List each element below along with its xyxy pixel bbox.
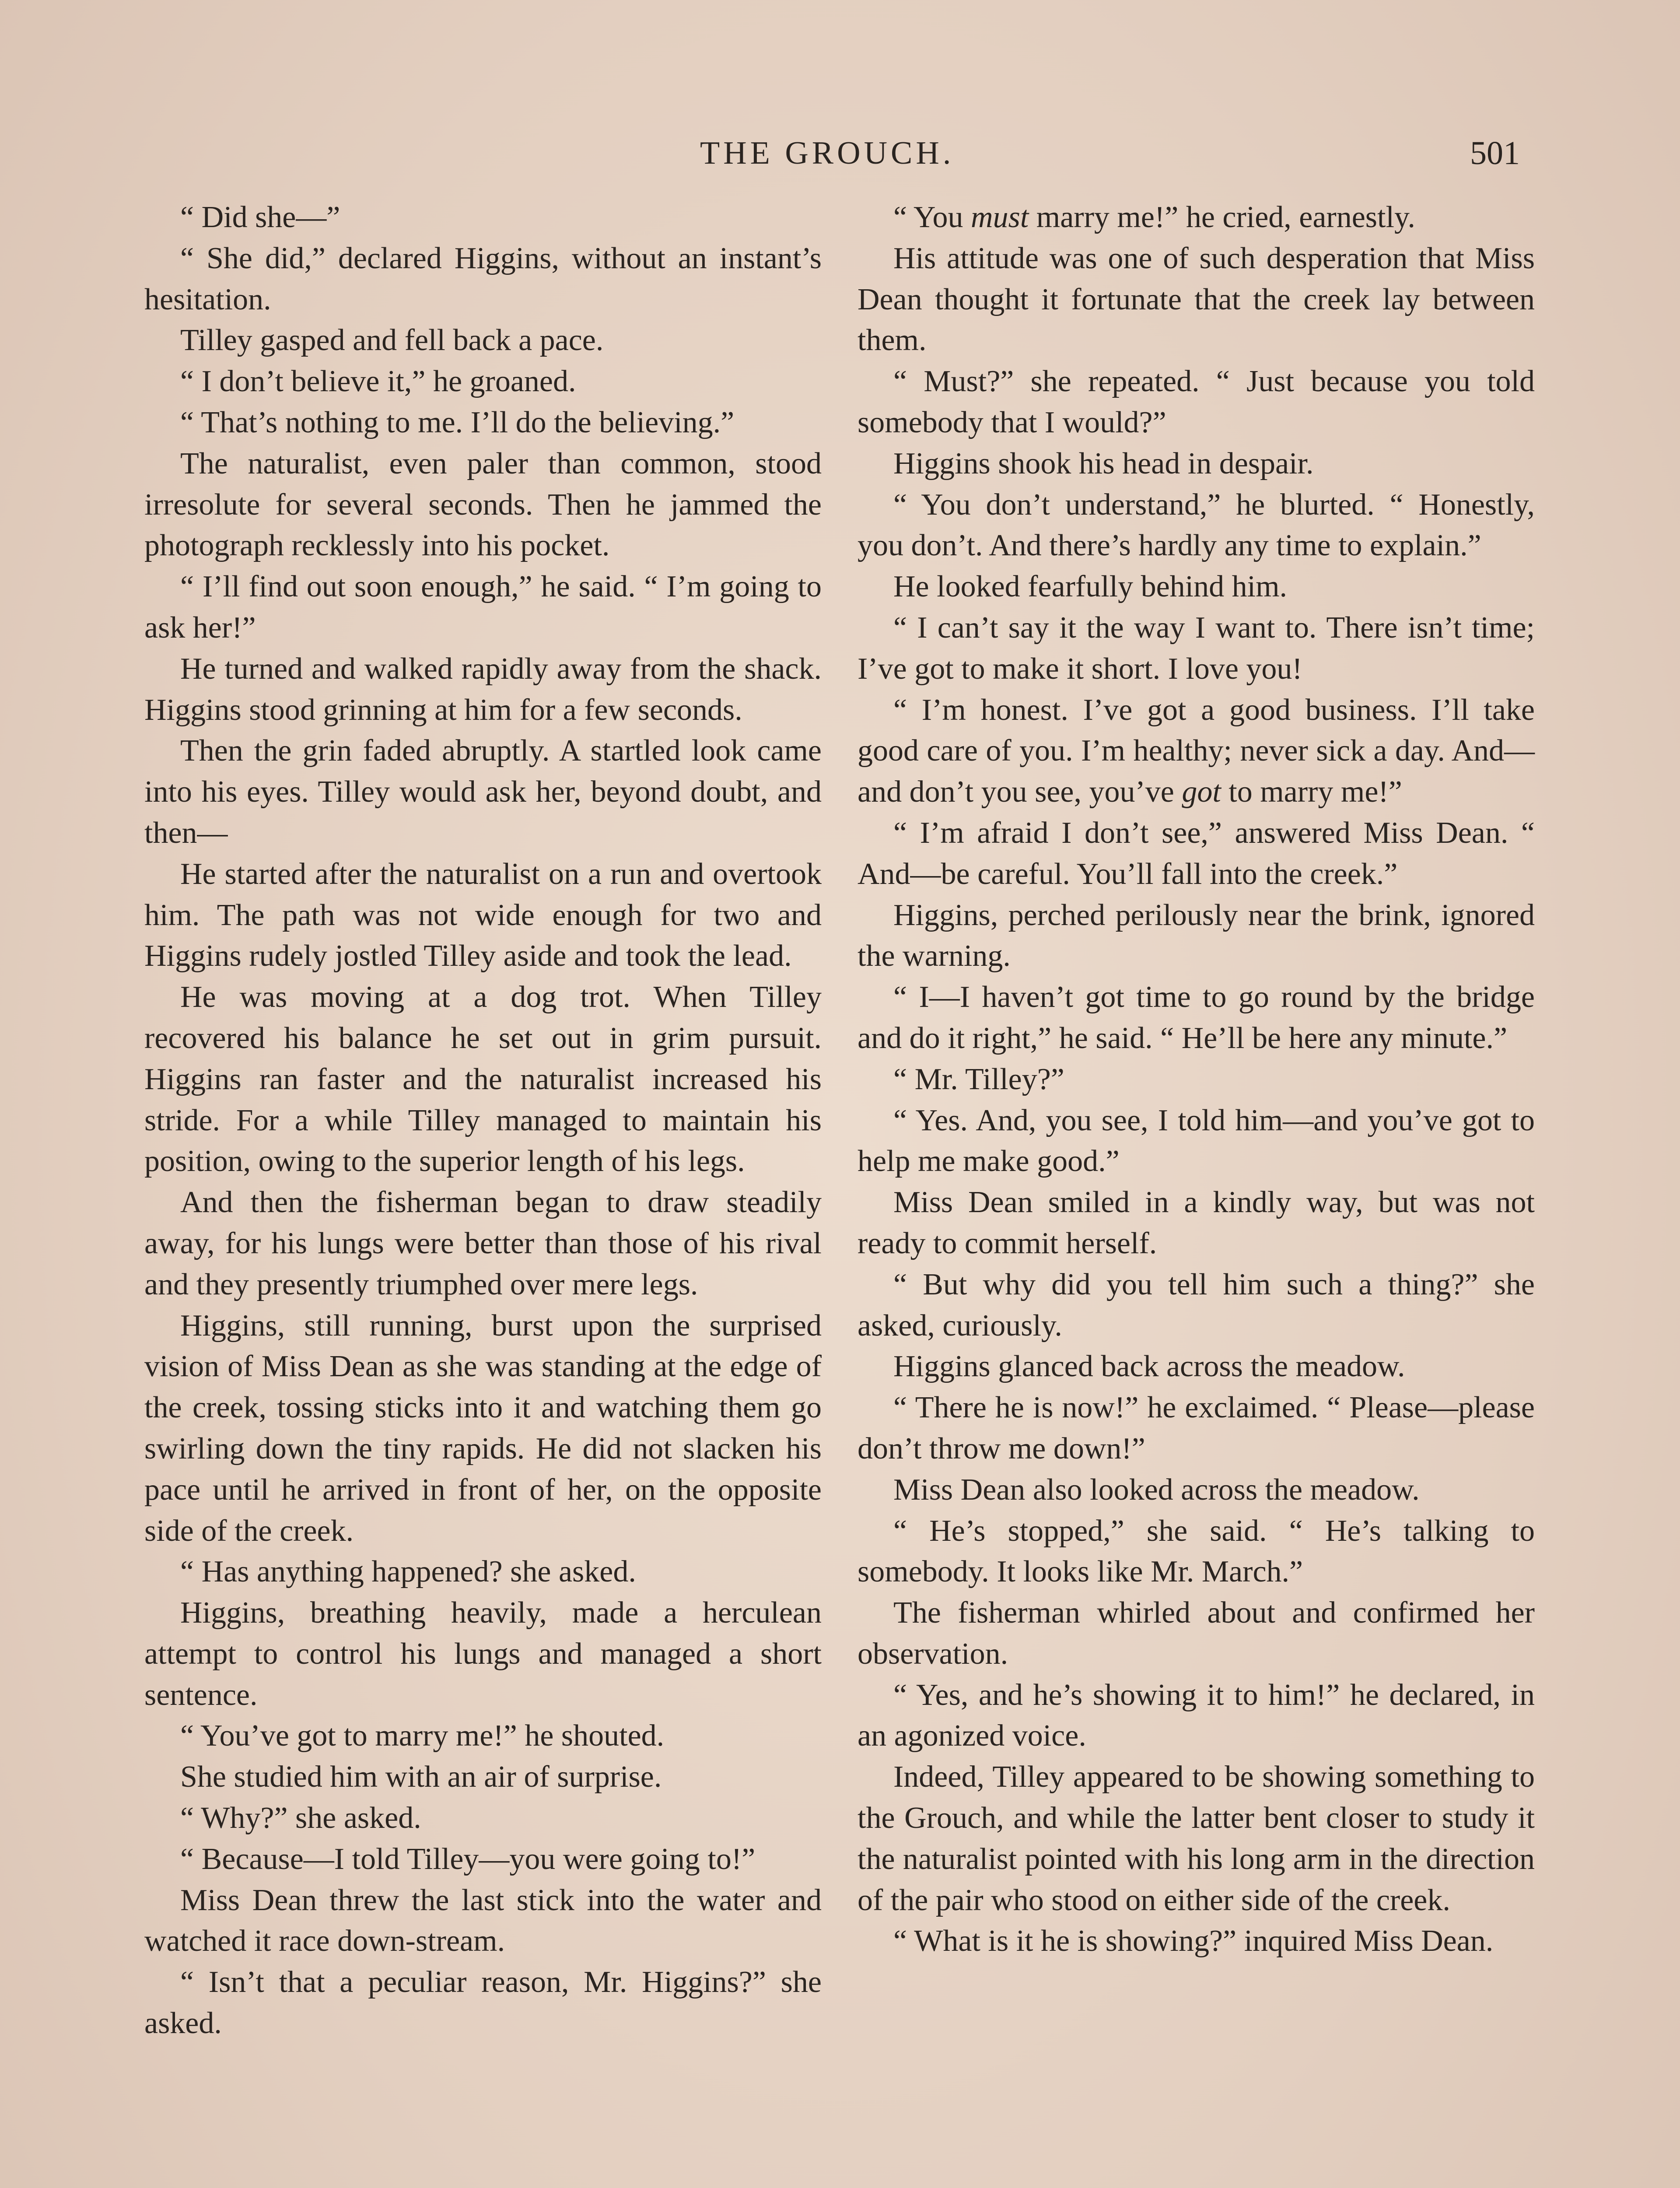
paragraph: “ I’m afraid I don’t see,” answered Miss Dean. “ And—be careful. You’ll fall into the creek.” — [858, 816, 1535, 891]
paragraph: “ She did,” declared Higgins, without an instant’s hesitation. — [144, 241, 822, 316]
paragraph: “ Did she—” — [180, 200, 340, 234]
paragraph: “ You don’t understand,” he blurted. “ Honestly, you don’t. And there’s hardly any time to explain.” — [858, 487, 1535, 563]
paragraph: “ You’ve got to marry me!” he shouted. — [180, 1719, 665, 1753]
paragraph: Tilley gasped and fell back a pace. — [180, 323, 604, 358]
paragraph: “ You must marry me!” he cried, earnestly. — [893, 200, 1415, 234]
paragraph: “ Has anything happened? she asked. — [180, 1555, 636, 1589]
page-number: 501 — [1470, 135, 1520, 172]
paragraph: “ Must?” she repeated. “ Just because you told somebody that I would?” — [858, 365, 1535, 439]
paragraph: “ Because—I told Tilley—you were going to!” — [180, 1842, 756, 1876]
paragraph: “ Yes. And, you see, I told him—and you’ve got to help me make good.” — [858, 1103, 1535, 1178]
paragraph: “ I’m honest. I’ve got a good business. I’ll take good care of you. I’m healthy; never sick a day. And—and don’t you see, you’ve got to marry me!” — [858, 693, 1535, 809]
text-column-left — [144, 197, 822, 2044]
paragraph: Then the grin faded abruptly. A startled look came into his eyes. Tilley would ask her, beyond doubt, and then— — [144, 734, 822, 850]
paragraph: “ I’ll find out soon enough,” he said. “ I’m going to ask her!” — [144, 570, 822, 645]
paragraph: “ I can’t say it the way I want to. There isn’t time; I’ve got to make it short. I love you! — [858, 610, 1535, 686]
paragraph: “ I—I haven’t got time to go round by the bridge and do it right,” he said. “ He’ll be here any minute.” — [858, 980, 1535, 1055]
paragraph: His attitude was one of such desperation that Miss Dean thought it fortunate that the creek lay between them. — [858, 241, 1535, 358]
running-title: THE GROUCH. — [700, 135, 955, 171]
paragraph: He started after the naturalist on a run and overtook him. The path was not wide enough for two and Higgins rudely jostled Tilley aside and took the lead. — [144, 857, 822, 973]
paragraph: He was moving at a dog trot. When Tilley recovered his balance he set out in grim pursuit. Higgins ran faster and the naturalist increased his stride. For a while Tilley managed to maintain his position, owing to the superior length of his legs. — [144, 980, 822, 1178]
paragraph: “ Isn’t that a peculiar reason, Mr. Higgins?” she asked. — [144, 1965, 822, 2041]
paragraph: The fisherman whirled about and confirmed her observation. — [858, 1596, 1535, 1671]
paragraph: “ There he is now!” he exclaimed. “ Please—please don’t throw me down!” — [858, 1391, 1535, 1466]
paragraph: Higgins, still running, burst upon the surprised vision of Miss Dean as she was standing at the edge of the creek, tossing sticks into it and watching them go swirling down the tiny rapids. He did not slacken his pace until he arrived in front of her, on the opposite side of the creek. — [144, 1308, 822, 1548]
paragraph: The naturalist, even paler than common, stood irresolute for several seconds. Then he jammed the photograph recklessly into his pocket. — [144, 446, 822, 563]
paragraph: “ I don’t believe it,” he groaned. — [180, 365, 576, 399]
paragraph: “ What is it he is showing?” inquired Miss Dean. — [893, 1924, 1494, 1958]
paragraph: He looked fearfully behind him. — [893, 570, 1288, 604]
page-header — [0, 127, 1680, 179]
paragraph: Higgins glanced back across the meadow. — [893, 1350, 1405, 1384]
paragraph: Miss Dean also looked across the meadow. — [893, 1473, 1420, 1507]
paragraph: She studied him with an air of surprise. — [180, 1760, 662, 1794]
paragraph: “ Mr. Tilley?” — [893, 1062, 1064, 1096]
paragraph: Higgins, breathing heavily, made a herculean attempt to control his lungs and managed a short sentence. — [144, 1596, 822, 1712]
text-column-right — [858, 197, 1535, 1962]
paragraph: “ He’s stopped,” she said. “ He’s talking to somebody. It looks like Mr. March.” — [858, 1514, 1535, 1589]
paragraph: “ Why?” she asked. — [180, 1801, 421, 1835]
paragraph: He turned and walked rapidly away from the shack. Higgins stood grinning at him for a few seconds. — [144, 652, 822, 727]
paragraph: Higgins shook his head in despair. — [893, 446, 1314, 480]
paragraph: Indeed, Tilley appeared to be showing something to the Grouch, and while the latter bent closer to study it the naturalist pointed with his long arm in the direction of the pair who stood on either side of the creek. — [858, 1760, 1535, 1917]
paragraph: Miss Dean smiled in a kindly way, but was not ready to commit herself. — [858, 1185, 1535, 1260]
paragraph: “ But why did you tell him such a thing?” she asked, curiously. — [858, 1267, 1535, 1343]
paragraph: Miss Dean threw the last stick into the water and watched it race down-stream. — [144, 1883, 822, 1958]
paragraph: “ Yes, and he’s showing it to him!” he declared, in an agonized voice. — [858, 1678, 1535, 1753]
paragraph: “ That’s nothing to me. I’ll do the believing.” — [180, 405, 735, 439]
paragraph: Higgins, perched perilously near the brink, ignored the warning. — [858, 898, 1535, 973]
paragraph: And then the fisherman began to draw steadily away, for his lungs were better than those of his rival and they presently triumphed over mere legs. — [144, 1185, 822, 1301]
